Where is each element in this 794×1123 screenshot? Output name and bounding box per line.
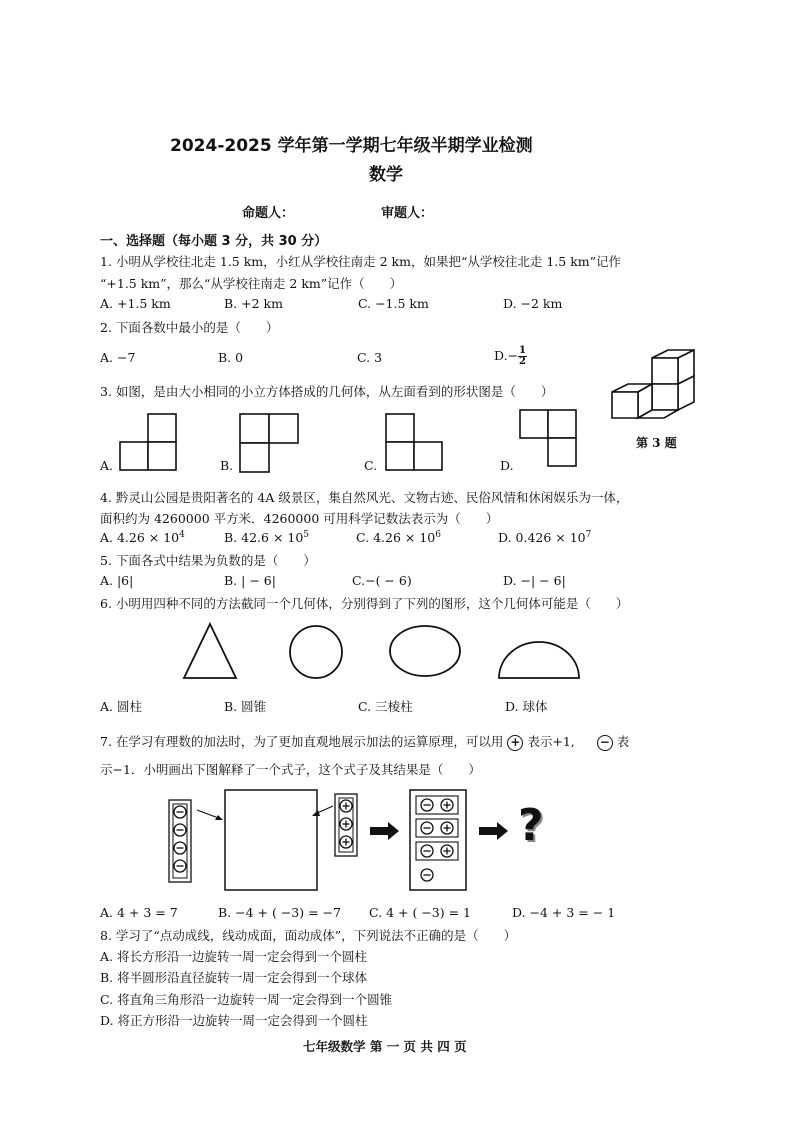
q4-option-b: [224, 530, 309, 545]
q3-option-b: B.: [220, 458, 234, 473]
q2-option-a: A. −7: [100, 350, 136, 365]
q5-option-d: D. −| − 6|: [503, 573, 566, 588]
question-mark-icon: ?: [518, 800, 544, 851]
q4-option-b-exp: 5: [303, 530, 310, 540]
q3-option-a-shape: [120, 412, 180, 472]
q3-option-c-shape: [386, 412, 446, 472]
q6-option-b: B. 圆锥: [224, 699, 267, 714]
q7-stem-line2: 示−1．小明画出下图解释了一个式子，这个式子及其结果是（ ）: [100, 762, 481, 777]
q7-stem-part3: 表: [616, 734, 630, 749]
q1-option-b: B. +2 km: [224, 296, 283, 311]
q3-option-d: D.: [500, 458, 514, 473]
author-label: 命题人：: [242, 206, 295, 221]
q3-cube-figure: [612, 350, 712, 430]
q2-fraction: [518, 346, 527, 367]
q7-stem-line1: [100, 732, 629, 751]
q2-option-d: [494, 346, 527, 367]
q6-circle-shape: [288, 624, 344, 680]
section-heading: 一、选择题（每小题 3 分，共 30 分）: [100, 234, 328, 249]
q7-stem-part2: 表示+1,: [527, 734, 575, 749]
q7-option-d: D. −4 + 3 = − 1: [512, 905, 616, 920]
plus-circle-icon: +: [507, 735, 523, 751]
q4-option-a-exp: 4: [179, 530, 185, 540]
q3-stem: 3. 如图，是由大小相同的小立方体搭成的几何体，从左面看到的形状图是（ ）: [100, 384, 554, 399]
q1-option-c: C. −1.5 km: [358, 296, 429, 311]
page-footer: 七年级数学 第 一 页 共 四 页: [303, 1039, 467, 1054]
q3-figure-caption: 第 3 题: [636, 436, 677, 450]
q2-option-c: C. 3: [357, 350, 383, 365]
q8-option-b: B. 将半圆形沿直径旋转一周一定会得到一个球体: [100, 970, 368, 985]
q2-option-b: B. 0: [218, 350, 244, 365]
exam-title: 2024-2025 学年第一学期七年级半期学业检测: [170, 136, 533, 156]
q4-option-c-base: C. 4.26 × 10: [356, 530, 436, 546]
q6-semicircle-shape: [497, 640, 581, 680]
q4-option-c: [356, 530, 441, 545]
q7-option-a: A. 4 + 3 = 7: [100, 905, 178, 920]
q4-option-a: [100, 530, 185, 545]
reviewer-label: 审题人：: [381, 206, 434, 221]
fraction-denominator: 2: [519, 356, 526, 367]
q4-option-c-exp: 6: [435, 530, 441, 540]
q5-stem: 5. 下面各式中结果为负数的是（ ）: [100, 553, 316, 568]
q3-option-a: A.: [100, 458, 114, 473]
q6-stem: 6. 小明用四种不同的方法截同一个几何体，分别得到了下列的图形，这个几何体可能是（ ）: [100, 596, 629, 611]
q1-stem-line1: 1. 小明从学校往北走 1.5 km，小红从学校往南走 2 km，如果把“从学校往北走 1.5 km”记作: [100, 254, 622, 269]
q8-option-a: A. 将长方形沿一边旋转一周一定会得到一个圆柱: [100, 949, 367, 964]
q1-option-d: D. −2 km: [503, 296, 563, 311]
minus-circle-icon: −: [597, 735, 613, 751]
q7-stem-part1: 7. 在学习有理数的加法时，为了更加直观地展示加法的运算原理，可以用: [100, 734, 504, 749]
q4-stem-line2: 面积约为 4260000 平方米．4260000 可用科学记数法表示为（ ）: [100, 511, 499, 526]
q2-option-d-label: D.−: [494, 348, 519, 363]
q3-option-c: C.: [364, 458, 378, 473]
q5-option-b: B. | − 6|: [224, 573, 276, 588]
q1-stem-line2: “+1.5 km”，那么“从学校往南走 2 km”记作（ ）: [100, 276, 403, 291]
q6-ellipse-shape: [388, 624, 462, 678]
q4-option-b-base: B. 42.6 × 10: [224, 530, 304, 546]
q8-option-d: D. 将正方形沿一边旋转一周一定会得到一个圆柱: [100, 1013, 368, 1028]
q3-option-b-shape: [240, 412, 302, 472]
q8-stem: 8. 学习了“点动成线，线动成面，面动成体”，下列说法不正确的是（ ）: [100, 928, 517, 943]
q4-option-d-exp: 7: [585, 530, 592, 540]
q8-option-c: C. 将直角三角形沿一边旋转一周一定会得到一个圆锥: [100, 992, 393, 1007]
q4-option-d: [498, 530, 591, 545]
q5-option-c: C.−( − 6): [352, 573, 412, 588]
exam-subject: 数学: [369, 165, 403, 185]
q6-option-a: A. 圆柱: [100, 699, 142, 714]
q7-diagram: [165, 786, 625, 906]
q4-option-a-base: A. 4.26 × 10: [100, 530, 180, 546]
q2-stem: 2. 下面各数中最小的是（ ）: [100, 320, 279, 335]
q7-option-b: B. −4 + ( −3) = −7: [218, 905, 341, 920]
fraction-numerator: 1: [519, 345, 526, 356]
q5-option-a: A. |6|: [100, 573, 134, 588]
q6-option-c: C. 三棱柱: [358, 699, 413, 714]
q3-option-d-shape: [520, 408, 580, 468]
q6-triangle-shape: [182, 622, 238, 680]
q4-stem-line1: 4. 黔灵山公园是贵阳著名的 4A 级景区，集自然风光、文物古迹、民俗风情和休闲娱乐为一体，: [100, 490, 629, 505]
q4-option-d-base: D. 0.426 × 10: [498, 530, 586, 546]
q1-option-a: A. +1.5 km: [100, 296, 171, 311]
q7-option-c: C. 4 + ( −3) = 1: [369, 905, 471, 920]
q6-option-d: D. 球体: [505, 699, 548, 714]
